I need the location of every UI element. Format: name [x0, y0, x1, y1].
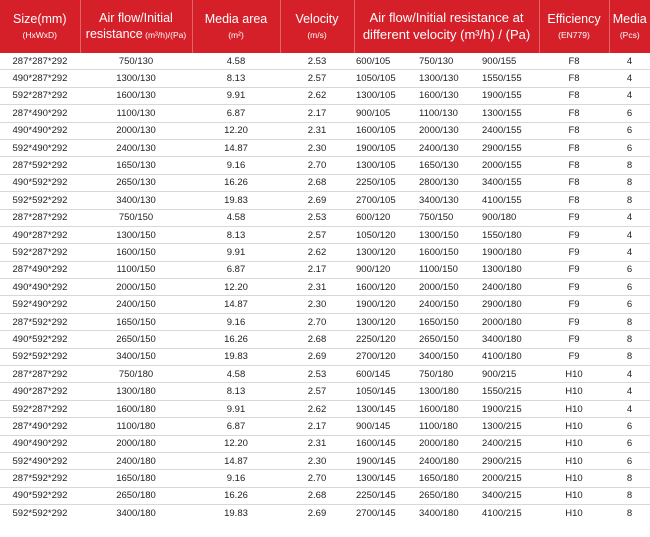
cell-efficiency: H10: [539, 418, 609, 435]
cell-airflow-resistance: 2400/150: [80, 296, 192, 313]
cell-airflow-resistance: 2650/180: [80, 487, 192, 504]
header-diff-velocity-line2: different velocity (m³/h) / (Pa): [362, 26, 531, 42]
cell-velocity: 2.53: [280, 366, 354, 383]
cell-efficiency: H10: [539, 435, 609, 452]
cell-airflow-resistance: 1600/130: [80, 87, 192, 104]
cell-media-area: 8.13: [192, 226, 280, 243]
cell-nominal-velocity: 1650/180: [415, 470, 474, 487]
cell-media-area: 9.91: [192, 87, 280, 104]
cell-efficiency: H10: [539, 487, 609, 504]
table-row: [0, 174, 650, 191]
cell-media-area: 4.58: [192, 366, 280, 383]
header-media-area-label: Media area: [204, 12, 268, 27]
cell-media-area: 4.58: [192, 209, 280, 226]
cell-low-velocity: 1300/120: [354, 244, 415, 261]
cell-nominal-velocity: 1100/150: [415, 261, 474, 278]
cell-nominal-velocity: 1300/130: [415, 70, 474, 87]
cell-velocity: 2.70: [280, 157, 354, 174]
cell-media-count: 6: [609, 105, 650, 122]
cell-media-count: 6: [609, 139, 650, 156]
cell-airflow-resistance: 2000/130: [80, 122, 192, 139]
cell-low-velocity: 600/145: [354, 366, 415, 383]
cell-velocity: 2.62: [280, 400, 354, 417]
cell-media-count: 8: [626, 507, 633, 519]
cell-nominal-velocity: 1300/150: [415, 226, 474, 243]
header-size: [0, 0, 80, 53]
table-row: [0, 348, 650, 365]
cell-media-area: 12.20: [192, 279, 280, 296]
cell-velocity: 2.62: [280, 87, 354, 104]
cell-airflow-resistance: 750/180: [80, 366, 192, 383]
cell-media-area: 19.83: [192, 192, 280, 209]
cell-efficiency: F9: [539, 296, 609, 313]
cell-low-velocity: 900/105: [354, 105, 415, 122]
cell-size: 592*490*292: [0, 296, 80, 313]
table-row: [0, 366, 650, 383]
cell-nominal-velocity: 1600/130: [415, 87, 474, 104]
cell-airflow-resistance: 1100/180: [80, 418, 192, 435]
cell-airflow-resistance: 3400/130: [80, 192, 192, 209]
cell-high-velocity: 2000/155: [474, 157, 539, 174]
cell-nominal-velocity: 2800/130: [415, 174, 474, 191]
cell-efficiency: H10: [539, 366, 609, 383]
table-row: [0, 296, 650, 313]
cell-airflow-resistance: 2000/150: [80, 279, 192, 296]
cell-efficiency: H10: [539, 400, 609, 417]
cell-media-count: 6: [609, 122, 650, 139]
cell-media-area: 8.13: [192, 383, 280, 400]
cell-nominal-velocity: 2400/150: [415, 296, 474, 313]
cell-airflow-resistance: 1100/150: [80, 261, 192, 278]
cell-media-count: 8: [609, 157, 650, 174]
cell-efficiency: F8: [539, 53, 609, 70]
header-diff-velocity-line1: Air flow/Initial resistance at: [369, 10, 524, 26]
header-diff-velocity: [354, 0, 539, 53]
table-row: [0, 157, 650, 174]
table-row: [0, 105, 650, 122]
cell-media-count: 8: [609, 487, 650, 504]
cell-media-count: 8: [609, 331, 650, 348]
cell-efficiency: F9: [539, 209, 609, 226]
cell-high-velocity: 1300/215: [474, 418, 539, 435]
header-efficiency-label: Efficiency: [547, 12, 601, 27]
cell-nominal-velocity: 1100/180: [415, 418, 474, 435]
cell-nominal-velocity: 2400/180: [415, 452, 474, 469]
cell-size: 490*592*292: [0, 487, 80, 504]
cell-media-area: 9.16: [192, 470, 280, 487]
cell-media-count: 4: [609, 87, 650, 104]
cell-high-velocity: 1900/180: [474, 244, 539, 261]
cell-nominal-velocity: 2000/180: [415, 435, 474, 452]
cell-low-velocity: 900/145: [354, 418, 415, 435]
cell-low-velocity: 2700/105: [354, 192, 415, 209]
cell-nominal-velocity: 2400/130: [415, 139, 474, 156]
cell-velocity: 2.70: [280, 470, 354, 487]
cell-velocity: 2.68: [280, 487, 354, 504]
cell-size: 490*287*292: [0, 70, 80, 87]
table-row: [0, 192, 650, 209]
header-media-area-unit: (m²): [228, 30, 244, 40]
header-media-unit: (Pcs): [619, 30, 640, 40]
cell-size: 287*287*292: [0, 209, 80, 226]
cell-low-velocity: 1900/105: [354, 139, 415, 156]
cell-airflow-resistance: 1650/180: [80, 470, 192, 487]
cell-media-area: 12.20: [192, 122, 280, 139]
cell-media-area: 14.87: [192, 452, 280, 469]
cell-velocity: 2.17: [280, 105, 354, 122]
header-airflow: [80, 0, 192, 53]
cell-size: 592*592*292: [0, 192, 80, 209]
table-row: [0, 279, 650, 296]
cell-velocity: 2.69: [280, 192, 354, 209]
cell-media-count: 4: [609, 70, 650, 87]
cell-low-velocity: 1300/120: [354, 313, 415, 330]
table-row: [0, 400, 650, 417]
cell-velocity: 2.53: [280, 53, 354, 70]
cell-airflow-resistance: 1100/130: [80, 105, 192, 122]
header-size-unit: (HxWxD): [22, 30, 57, 40]
cell-nominal-velocity: 2650/150: [415, 331, 474, 348]
cell-high-velocity: 2900/180: [474, 296, 539, 313]
table-row: [0, 313, 650, 330]
cell-low-velocity: 2250/145: [354, 487, 415, 504]
cell-efficiency: F8: [539, 139, 609, 156]
cell-airflow-resistance: 2650/150: [80, 331, 192, 348]
table-row: [0, 383, 650, 400]
cell-efficiency: H10: [539, 470, 609, 487]
cell-size: 592*490*292: [0, 452, 80, 469]
cell-efficiency: F9: [539, 348, 609, 365]
cell-media-area: 12.20: [192, 435, 280, 452]
cell-low-velocity: 1300/145: [354, 470, 415, 487]
cell-media-count: 6: [609, 279, 650, 296]
cell-low-velocity: 1300/105: [354, 157, 415, 174]
cell-velocity: 2.31: [280, 435, 354, 452]
cell-high-velocity: 1300/155: [474, 105, 539, 122]
cell-high-velocity: 4100/215: [482, 507, 522, 519]
cell-low-velocity: 2250/105: [354, 174, 415, 191]
cell-media-count: 4: [609, 244, 650, 261]
cell-velocity: 2.31: [280, 122, 354, 139]
cell-size: 592*592*292: [12, 507, 68, 519]
cell-low-velocity: 1600/145: [354, 435, 415, 452]
cell-size: 490*287*292: [0, 226, 80, 243]
table-row: [0, 70, 650, 87]
cell-media-area: 8.13: [192, 70, 280, 87]
cell-airflow-resistance: 1300/150: [80, 226, 192, 243]
cell-media-count: 4: [609, 383, 650, 400]
cell-efficiency: F9: [539, 313, 609, 330]
cell-media-count: 6: [609, 452, 650, 469]
cell-size: 490*287*292: [0, 383, 80, 400]
cell-efficiency: F8: [539, 122, 609, 139]
cell-low-velocity: 2700/120: [354, 348, 415, 365]
cell-nominal-velocity: 2000/130: [415, 122, 474, 139]
cell-high-velocity: 1900/215: [474, 400, 539, 417]
cell-nominal-velocity: 3400/130: [415, 192, 474, 209]
cell-media-area: 19.83: [224, 507, 248, 519]
cell-low-velocity: 600/105: [354, 53, 415, 70]
table-row: [0, 418, 650, 435]
table-row: [0, 452, 650, 469]
cell-nominal-velocity: 1600/150: [415, 244, 474, 261]
cell-airflow-resistance: 1600/180: [80, 400, 192, 417]
cell-high-velocity: 2400/180: [474, 279, 539, 296]
header-velocity: [280, 0, 354, 53]
cell-velocity: 2.53: [280, 209, 354, 226]
cell-media-count: 8: [609, 174, 650, 191]
cell-efficiency: F8: [539, 105, 609, 122]
cell-size: 287*287*292: [0, 53, 80, 70]
cell-velocity: 2.31: [280, 279, 354, 296]
cell-media-area: 14.87: [192, 296, 280, 313]
cell-high-velocity: 900/155: [474, 53, 539, 70]
cell-efficiency: F9: [539, 244, 609, 261]
cell-efficiency: H10: [539, 383, 609, 400]
cell-high-velocity: 1550/215: [474, 383, 539, 400]
cell-size: 287*490*292: [0, 418, 80, 435]
header-airflow-line1: Air flow/Initial: [99, 10, 173, 25]
cell-airflow-resistance: 750/130: [80, 53, 192, 70]
cell-velocity: 2.17: [280, 418, 354, 435]
header-media-area: [192, 0, 280, 53]
cell-nominal-velocity: 1100/130: [415, 105, 474, 122]
header-media: [609, 0, 650, 53]
cell-low-velocity: 2700/145: [356, 507, 396, 519]
cell-low-velocity: 1600/120: [354, 279, 415, 296]
cell-velocity: 2.57: [280, 70, 354, 87]
cell-low-velocity: 600/120: [354, 209, 415, 226]
cell-velocity: 2.68: [280, 331, 354, 348]
cell-nominal-velocity: 1600/180: [415, 400, 474, 417]
cell-nominal-velocity: 750/150: [415, 209, 474, 226]
cell-low-velocity: 2250/120: [354, 331, 415, 348]
cell-media-area: 16.26: [192, 331, 280, 348]
cell-airflow-resistance: 1600/150: [80, 244, 192, 261]
cell-media-count: 4: [609, 209, 650, 226]
table-row: [0, 209, 650, 226]
cell-media-area: 6.87: [192, 418, 280, 435]
cell-velocity: 2.30: [280, 452, 354, 469]
cell-nominal-velocity: 1650/150: [415, 313, 474, 330]
cell-size: 592*490*292: [0, 139, 80, 156]
cell-nominal-velocity: 3400/180: [419, 507, 459, 519]
cell-high-velocity: 2000/215: [474, 470, 539, 487]
table-row: [0, 261, 650, 278]
cell-airflow-resistance: 2400/180: [80, 452, 192, 469]
cell-size: 287*592*292: [0, 470, 80, 487]
cell-nominal-velocity: 1300/180: [415, 383, 474, 400]
cell-airflow-resistance: 1300/130: [80, 70, 192, 87]
table-row: [0, 53, 650, 70]
cell-media-count: 8: [609, 192, 650, 209]
header-velocity-unit: (m/s): [307, 30, 327, 40]
cell-size: 287*490*292: [0, 105, 80, 122]
table-row: [0, 122, 650, 139]
cell-low-velocity: 1050/105: [354, 70, 415, 87]
cell-media-count: 8: [609, 313, 650, 330]
header-size-label: Size(mm): [13, 12, 67, 27]
table-row: [0, 470, 650, 487]
cell-airflow-resistance: 1650/150: [80, 313, 192, 330]
cell-efficiency: F8: [539, 70, 609, 87]
table-row: [0, 487, 650, 504]
header-airflow-line2: resistance: [85, 26, 143, 41]
cell-nominal-velocity: 750/130: [415, 53, 474, 70]
cell-low-velocity: 1300/105: [354, 87, 415, 104]
cell-efficiency: H10: [539, 452, 609, 469]
cell-size: 490*592*292: [0, 174, 80, 191]
cell-high-velocity: 1550/180: [474, 226, 539, 243]
cell-size: 592*287*292: [0, 87, 80, 104]
header-media-label: Media: [612, 12, 647, 27]
table-row: [0, 505, 650, 522]
cell-size: 287*592*292: [0, 313, 80, 330]
cell-media-count: 8: [609, 348, 650, 365]
cell-size: 490*490*292: [0, 279, 80, 296]
cell-size: 592*592*292: [0, 348, 80, 365]
cell-airflow-resistance: 3400/150: [80, 348, 192, 365]
cell-size: 490*490*292: [0, 122, 80, 139]
cell-media-count: 6: [609, 296, 650, 313]
cell-low-velocity: 1300/145: [354, 400, 415, 417]
cell-velocity: 2.30: [280, 296, 354, 313]
cell-size: 490*592*292: [0, 331, 80, 348]
cell-efficiency: F9: [539, 279, 609, 296]
cell-high-velocity: 2000/180: [474, 313, 539, 330]
cell-efficiency: H10: [565, 507, 583, 519]
cell-nominal-velocity: 750/180: [415, 366, 474, 383]
cell-low-velocity: 1600/105: [354, 122, 415, 139]
cell-media-count: 4: [609, 400, 650, 417]
cell-low-velocity: 900/120: [354, 261, 415, 278]
cell-low-velocity: 1050/145: [354, 383, 415, 400]
table-row: [0, 87, 650, 104]
cell-size: 287*287*292: [0, 366, 80, 383]
cell-media-count: 4: [609, 53, 650, 70]
table-row: [0, 244, 650, 261]
cell-media-area: 16.26: [192, 174, 280, 191]
cell-media-count: 4: [609, 366, 650, 383]
cell-velocity: 2.62: [280, 244, 354, 261]
cell-media-area: 16.26: [192, 487, 280, 504]
cell-media-count: 8: [609, 470, 650, 487]
cell-media-count: 6: [609, 261, 650, 278]
cell-nominal-velocity: 2000/150: [415, 279, 474, 296]
cell-velocity: 2.69: [307, 507, 327, 519]
cell-media-area: 9.91: [192, 400, 280, 417]
table-row: [0, 226, 650, 243]
cell-media-area: 6.87: [192, 261, 280, 278]
cell-high-velocity: 2900/155: [474, 139, 539, 156]
cell-efficiency: F9: [539, 331, 609, 348]
cell-media-area: 14.87: [192, 139, 280, 156]
cell-high-velocity: 1900/155: [474, 87, 539, 104]
cell-media-count: 4: [609, 226, 650, 243]
cell-high-velocity: 2400/215: [474, 435, 539, 452]
cell-airflow-resistance: 3400/180: [116, 507, 156, 519]
cell-media-area: 9.16: [192, 313, 280, 330]
header-efficiency-standard: (EN779): [558, 30, 590, 40]
cell-high-velocity: 900/215: [474, 366, 539, 383]
cell-size: 287*592*292: [0, 157, 80, 174]
cell-efficiency: F8: [539, 192, 609, 209]
cell-high-velocity: 3400/155: [474, 174, 539, 191]
cell-nominal-velocity: 3400/150: [415, 348, 474, 365]
cell-efficiency: F8: [539, 87, 609, 104]
cell-size: 592*287*292: [0, 400, 80, 417]
cell-media-count: 6: [609, 435, 650, 452]
cell-airflow-resistance: 1650/130: [80, 157, 192, 174]
table-row: [0, 331, 650, 348]
cell-high-velocity: 3400/215: [474, 487, 539, 504]
table-row: [0, 139, 650, 156]
cell-high-velocity: 2400/155: [474, 122, 539, 139]
cell-size: 592*287*292: [0, 244, 80, 261]
header-efficiency: [539, 0, 609, 53]
cell-high-velocity: 1550/155: [474, 70, 539, 87]
cell-media-area: 4.58: [192, 53, 280, 70]
cell-high-velocity: 2900/215: [474, 452, 539, 469]
cell-high-velocity: 3400/180: [474, 331, 539, 348]
cell-airflow-resistance: 2400/130: [80, 139, 192, 156]
cell-velocity: 2.69: [280, 348, 354, 365]
cell-velocity: 2.17: [280, 261, 354, 278]
cell-high-velocity: 4100/180: [474, 348, 539, 365]
header-airflow-units: (m³/h)/(Pa): [142, 29, 187, 40]
cell-airflow-resistance: 750/150: [80, 209, 192, 226]
table-body: [0, 53, 650, 522]
cell-media-area: 19.83: [192, 348, 280, 365]
cell-velocity: 2.68: [280, 174, 354, 191]
cell-low-velocity: 1900/120: [354, 296, 415, 313]
cell-efficiency: F9: [539, 261, 609, 278]
table-row: [0, 435, 650, 452]
cell-velocity: 2.57: [280, 383, 354, 400]
cell-velocity: 2.70: [280, 313, 354, 330]
cell-airflow-resistance: 1300/180: [80, 383, 192, 400]
cell-velocity: 2.57: [280, 226, 354, 243]
cell-efficiency: F8: [539, 174, 609, 191]
cell-high-velocity: 900/180: [474, 209, 539, 226]
cell-high-velocity: 1300/180: [474, 261, 539, 278]
cell-nominal-velocity: 1650/130: [415, 157, 474, 174]
cell-high-velocity: 4100/155: [474, 192, 539, 209]
cell-low-velocity: 1050/120: [354, 226, 415, 243]
cell-efficiency: F9: [539, 226, 609, 243]
cell-size: 287*490*292: [0, 261, 80, 278]
cell-low-velocity: 1900/145: [354, 452, 415, 469]
cell-airflow-resistance: 2000/180: [80, 435, 192, 452]
table-header: [0, 0, 650, 53]
header-velocity-label: Velocity: [295, 12, 339, 27]
cell-media-area: 9.91: [192, 244, 280, 261]
cell-airflow-resistance: 2650/130: [80, 174, 192, 191]
cell-media-area: 6.87: [192, 105, 280, 122]
cell-size: 490*490*292: [0, 435, 80, 452]
cell-nominal-velocity: 2650/180: [415, 487, 474, 504]
cell-velocity: 2.30: [280, 139, 354, 156]
cell-efficiency: F8: [539, 157, 609, 174]
cell-media-count: 6: [609, 418, 650, 435]
cell-media-area: 9.16: [192, 157, 280, 174]
